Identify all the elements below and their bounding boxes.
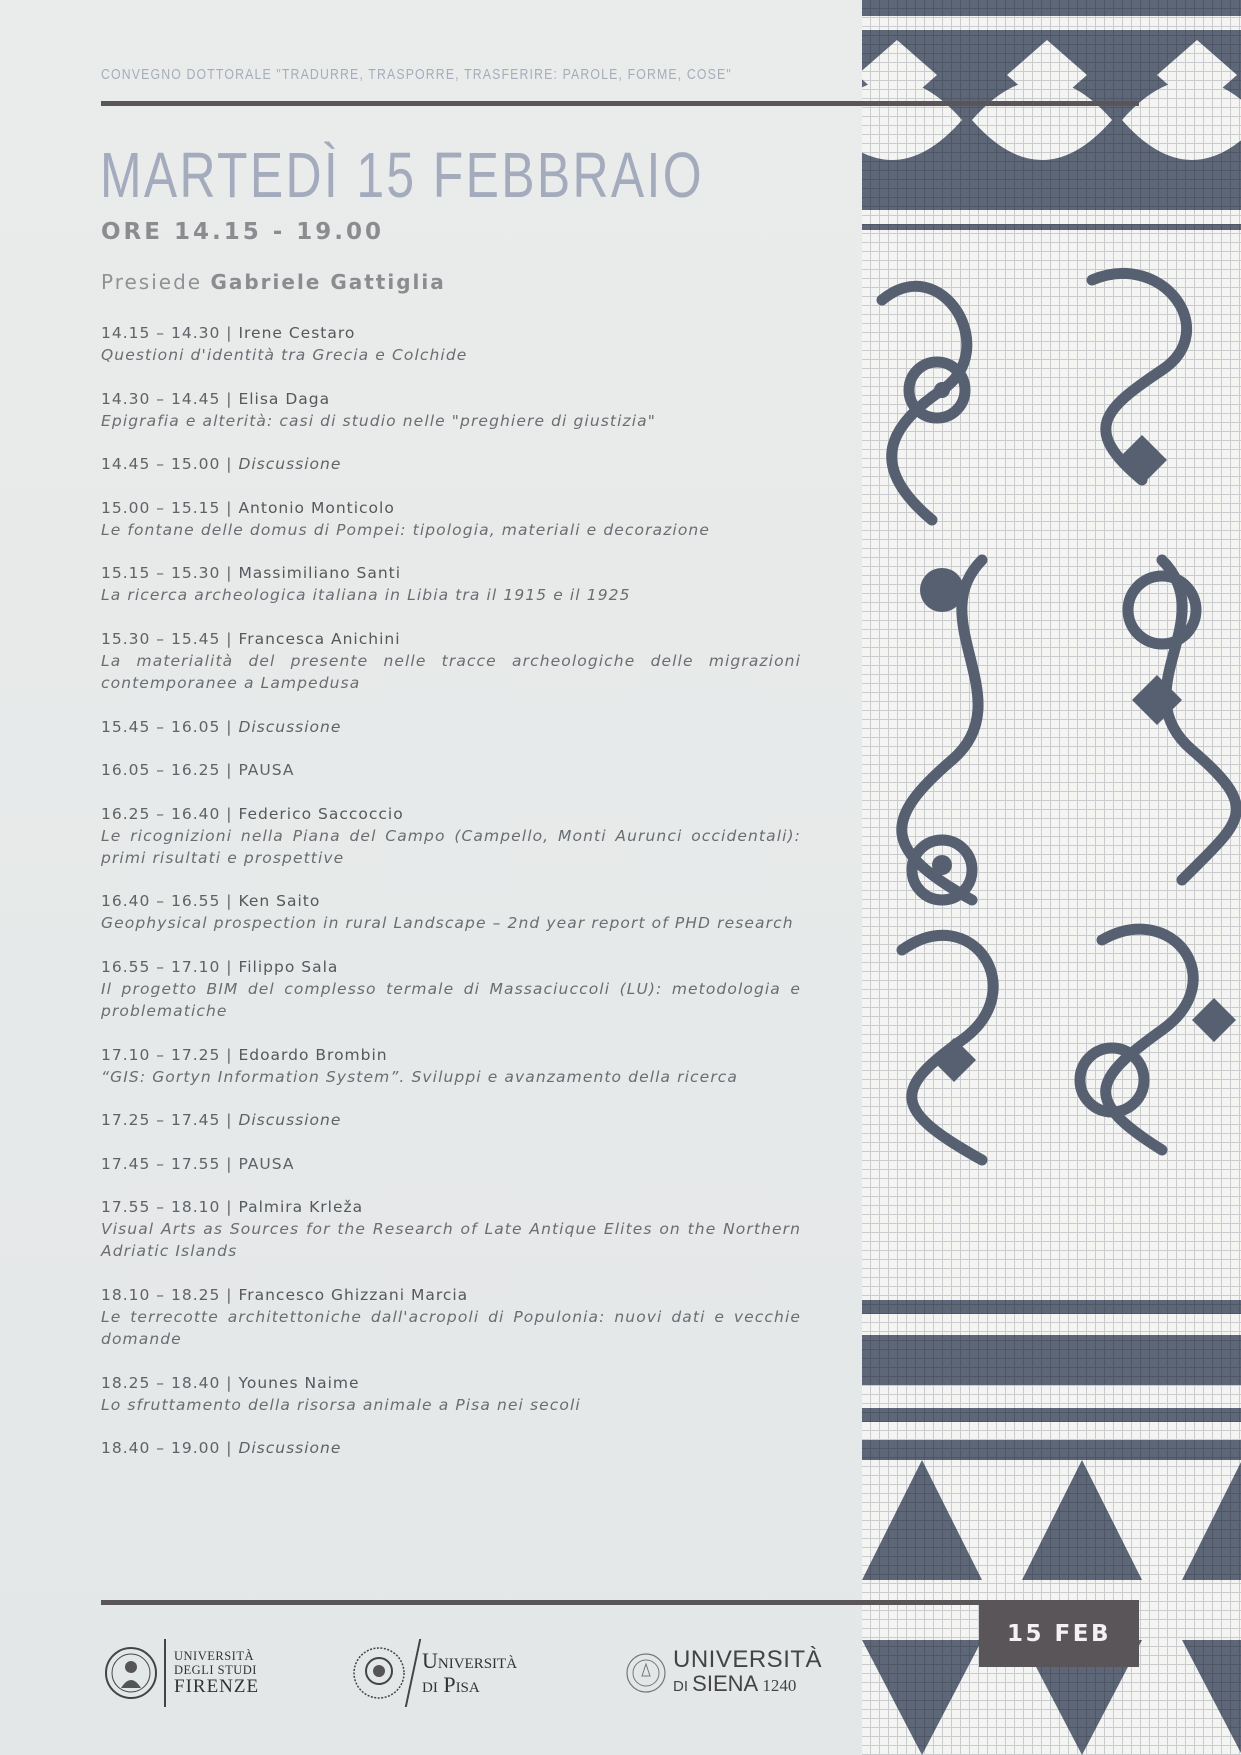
program-time: 16.25 – 16.40 [101, 804, 221, 823]
program-item [101, 1372, 801, 1416]
separator: | [220, 1111, 239, 1130]
program-time: 18.10 – 18.25 [101, 1285, 221, 1304]
program-item [101, 628, 801, 694]
program-talk-title: Epigrafia e alterità: casi di studio nelle "preghiere di giustizia" [101, 411, 656, 430]
program-time: 16.40 – 16.55 [101, 892, 221, 911]
program-speaker: Edoardo Brombin [238, 1045, 388, 1064]
program-label: Discussione [238, 1111, 342, 1130]
date-badge: 15 FEB [979, 1601, 1139, 1667]
program-speaker: Elisa Daga [238, 389, 331, 408]
program-talk-title: Geophysical prospection in rural Landscape – 2nd year report of PHD research [101, 914, 794, 933]
program-time: 16.55 – 17.10 [101, 957, 221, 976]
session-hours: ORE 14.15 - 19.00 [101, 219, 385, 245]
program-time: 14.15 – 14.30 [101, 324, 221, 342]
program-label: Discussione [238, 1439, 342, 1458]
program-item-header [101, 1196, 801, 1218]
program-item-header [101, 388, 801, 410]
program-time: 17.45 – 17.55 [101, 1154, 221, 1173]
program-item-header [101, 497, 801, 519]
program-talk-title: Il progetto BIM del complesso termale di Massaciuccoli (LU): metodologia e problematiche [101, 979, 801, 1020]
separator: | [220, 957, 239, 976]
separator: | [220, 804, 239, 823]
program-speaker: Massimiliano Santi [238, 564, 402, 583]
program-speaker: Federico Saccoccio [238, 804, 404, 823]
separator: | [220, 761, 239, 780]
program-time: 16.05 – 16.25 [101, 761, 221, 780]
pisa-divider [405, 1639, 421, 1707]
program-time: 17.10 – 17.25 [101, 1045, 221, 1064]
program-item-header [101, 1044, 801, 1066]
mosaic-image [862, 0, 1241, 1755]
session-chair [101, 270, 446, 294]
separator: | [220, 1154, 239, 1173]
program-item [101, 388, 801, 432]
program-label: Discussione [238, 717, 342, 736]
program-item [101, 453, 801, 475]
program-item-header [101, 716, 801, 738]
program-item [101, 890, 801, 934]
separator: | [220, 455, 239, 474]
program-time: 15.30 – 15.45 [101, 629, 221, 648]
separator: | [220, 629, 239, 648]
program-item [101, 803, 801, 869]
program-label: PAUSA [238, 761, 295, 780]
program-item-header [101, 1437, 801, 1459]
separator: | [220, 1045, 239, 1064]
separator: | [220, 324, 239, 342]
program-item-header [101, 1153, 801, 1175]
program-speaker: Irene Cestaro [238, 324, 356, 342]
separator: | [220, 498, 239, 517]
separator: | [220, 1439, 239, 1458]
program-talk-title: La ricerca archeologica italiana in Libia tra il 1915 e il 1925 [101, 586, 631, 605]
program-item [101, 322, 801, 366]
program-speaker: Younes Naime [238, 1373, 360, 1392]
program-speaker: Palmira Krleža [238, 1198, 364, 1217]
chair-label: Presiede [101, 270, 203, 294]
separator: | [220, 1285, 239, 1304]
program-item [101, 1153, 801, 1175]
program-item-header [101, 956, 801, 978]
program-item [101, 956, 801, 1022]
program-item [101, 1196, 801, 1262]
program-item [101, 1109, 801, 1131]
program-item [101, 497, 801, 541]
program-item-header [101, 803, 801, 825]
program-talk-title: Le terrecotte architettoniche dall'acropoli di Populonia: nuovi dati e vecchie domande [101, 1307, 801, 1348]
program-item-header [101, 1284, 801, 1306]
program-item [101, 716, 801, 738]
firenze-name: UNIVERSITÀ DEGLI STUDI FIRENZE [174, 1649, 260, 1697]
program-item [101, 1437, 801, 1459]
top-divider [101, 101, 1139, 106]
separator: | [220, 892, 239, 911]
logo-universita-siena [625, 1638, 822, 1708]
program-speaker: Antonio Monticolo [238, 498, 395, 517]
program-time: 15.15 – 15.30 [101, 564, 221, 583]
program-item-header [101, 453, 801, 475]
program-item-header [101, 1109, 801, 1131]
separator: | [220, 564, 239, 583]
program-item-header [101, 890, 801, 912]
program-time: 17.55 – 18.10 [101, 1198, 221, 1217]
program-time: 14.30 – 14.45 [101, 389, 221, 408]
program-time: 18.40 – 19.00 [101, 1439, 221, 1458]
firenze-seal-icon [104, 1646, 158, 1700]
program-talk-title: Questioni d'identità tra Grecia e Colchide [101, 346, 468, 364]
separator: | [220, 717, 239, 736]
program-item [101, 562, 801, 606]
program-speaker: Filippo Sala [238, 957, 339, 976]
chair-name: Gabriele Gattiglia [210, 270, 446, 294]
logo-universita-firenze [104, 1638, 259, 1708]
program-speaker: Francesco Ghizzani Marcia [238, 1285, 469, 1304]
program-label: PAUSA [238, 1154, 295, 1173]
program-list [101, 322, 801, 1481]
siena-name: UNIVERSITÀ DI SIENA 1240 [673, 1645, 823, 1696]
program-item [101, 1284, 801, 1350]
program-time: 15.00 – 15.15 [101, 498, 221, 517]
separator: | [220, 389, 239, 408]
program-time: 17.25 – 17.45 [101, 1111, 221, 1130]
separator: | [220, 1373, 239, 1392]
program-talk-title: La materialità del presente nelle tracce archeologiche delle migrazioni contemporanee a Lampedusa [101, 651, 801, 692]
program-talk-title: Le ricognizioni nella Piana del Campo (Campello, Monti Aurunci occidentali): primi risultati e prospettive [101, 826, 801, 867]
program-item-header [101, 759, 801, 781]
program-talk-title: “GIS: Gortyn Information System”. Sviluppi e avanzamento della ricerca [101, 1067, 739, 1086]
separator: | [220, 1198, 239, 1217]
program-time: 14.45 – 15.00 [101, 455, 221, 474]
program-speaker: Francesca Anichini [238, 629, 401, 648]
program-item-header [101, 628, 801, 650]
pisa-name: Università di Pisa [422, 1648, 518, 1697]
day-title: MARTEDÌ 15 FEBBRAIO [100, 139, 704, 211]
program-item-header [101, 562, 801, 584]
program-item-header [101, 1372, 801, 1394]
program-time: 15.45 – 16.05 [101, 717, 221, 736]
logo-universita-pisa [352, 1638, 517, 1708]
program-label: Discussione [238, 455, 342, 474]
program-item [101, 759, 801, 781]
program-talk-title: Lo sfruttamento della risorsa animale a Pisa nei secoli [101, 1395, 581, 1414]
firenze-divider [164, 1639, 166, 1707]
program-item [101, 1044, 801, 1088]
siena-seal-icon [625, 1652, 667, 1694]
program-time: 18.25 – 18.40 [101, 1373, 221, 1392]
program-item-header [101, 322, 801, 344]
program-talk-title: Le fontane delle domus di Pompei: tipologia, materiali e decorazione [101, 520, 710, 539]
program-speaker: Ken Saito [238, 892, 321, 911]
conference-title: CONVEGNO DOTTORALE "TRADURRE, TRASPORRE, TRASFERIRE: PAROLE, FORME, COSE" [101, 66, 732, 83]
pisa-seal-icon [352, 1646, 406, 1700]
program-talk-title: Visual Arts as Sources for the Research of Late Antique Elites on the Northern Adriatic Islands [101, 1220, 801, 1261]
